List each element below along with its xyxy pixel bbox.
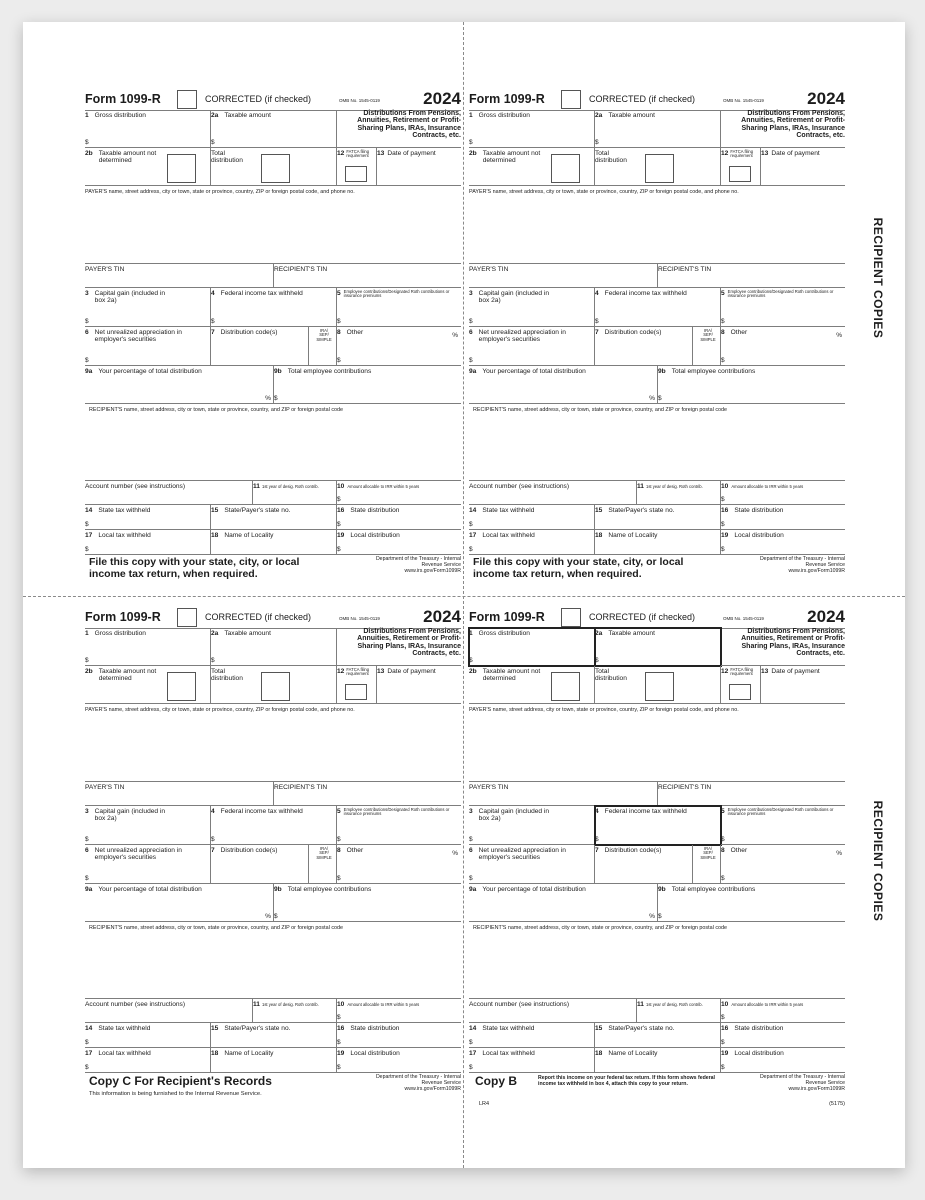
recipient-name-address[interactable]: RECIPIENT'S name, street address, city or town, state or province, country, and ZIP or foreign postal code (469, 922, 845, 999)
ira-sep-simple: IRA/ SEP/ SIMPLE (700, 846, 716, 860)
box-15[interactable]: 15 State/Payer's state no. (211, 1023, 337, 1048)
corrected-label: CORRECTED (if checked) (589, 94, 696, 104)
form-title: Distributions From Pensions, Annuities, Retirement or Profit-Sharing Plans, IRAs, Insurance Contracts, etc. (741, 628, 845, 658)
corrected-checkbox[interactable] (177, 90, 197, 109)
box-4[interactable]: 4 Federal income tax withheld $ (595, 806, 721, 845)
box-4[interactable]: 4 Federal income tax withheld $ (595, 288, 721, 327)
recipient-name-address[interactable]: RECIPIENT'S name, street address, city or town, state or province, country, and ZIP or foreign postal code (469, 404, 845, 481)
box-2a[interactable]: 2a Taxable amount $ (595, 628, 721, 666)
box-16[interactable]: 16 State distribution $ (721, 1023, 845, 1048)
fatca-checkbox[interactable] (345, 684, 367, 700)
omb-number: OMB No. 1545-0119 (723, 616, 764, 621)
box-4[interactable]: 4 Federal income tax withheld $ (211, 806, 337, 845)
box-11[interactable]: 11 1st year of desig. Roth contrib. (253, 999, 337, 1023)
box-5[interactable]: 5 Employee contributions/Designated Roth contributions or insurance premiums $ (721, 288, 845, 327)
form-1099r-bottom-right (469, 608, 845, 1108)
form-footer (85, 1075, 461, 1108)
box-13[interactable]: 13 Date of payment (377, 148, 461, 186)
form-header (85, 90, 461, 111)
total-distribution: Total distribution (211, 148, 337, 186)
box-1[interactable]: 1 Gross distribution $ (469, 628, 595, 666)
side-label-top: RECIPIENT COPIES (871, 217, 885, 339)
box-2b-checkbox[interactable] (551, 672, 580, 701)
ira-sep-simple: IRA/ SEP/ SIMPLE (316, 328, 332, 342)
box-17[interactable]: 17 Local tax withheld $ (85, 1048, 211, 1073)
irs-department: Department of the Treasury - Internal Revenue Service www.irs.gov/Form1099R (759, 1074, 845, 1092)
payer-name-address[interactable]: PAYER'S name, street address, city or town, state or province, country, ZIP or foreign postal code, and phone no. (85, 186, 461, 264)
box-14[interactable]: 14 State tax withheld $ (85, 1023, 211, 1048)
box-1[interactable]: 1 Gross distribution $ (469, 110, 595, 148)
form-title-area (337, 110, 461, 148)
box-9a[interactable]: 9a Your percentage of total distribution % (85, 884, 274, 922)
copy-b-title: Copy B (475, 1074, 517, 1088)
box-8[interactable]: 8 Other % $ (337, 845, 461, 884)
box-14[interactable]: 14 State tax withheld $ (469, 505, 595, 530)
box-8[interactable]: 8 Other % $ (721, 327, 845, 366)
box-7[interactable]: 7 Distribution code(s) IRA/ SEP/ SIMPLE (211, 845, 337, 884)
box-12: 12 FATCA filing requirement (721, 148, 761, 186)
box-6[interactable]: 6 Net unrealized appreciation in employer's securities $ (469, 327, 595, 366)
box-9b[interactable]: 9b Total employee contributions $ (274, 884, 461, 922)
form-title-area (721, 628, 845, 666)
box-9b[interactable]: 9b Total employee contributions $ (658, 366, 845, 404)
total-distribution-checkbox[interactable] (261, 672, 290, 701)
recipient-tin[interactable]: RECIPIENT'S TIN (658, 782, 845, 806)
recipient-tin[interactable]: RECIPIENT'S TIN (274, 782, 461, 806)
box-15[interactable]: 15 State/Payer's state no. (595, 1023, 721, 1048)
form-header (85, 608, 461, 629)
box-2b-checkbox[interactable] (167, 154, 196, 183)
account-number[interactable]: Account number (see instructions) (469, 481, 637, 505)
form-1099r-top-left (85, 90, 461, 590)
recipient-tin[interactable]: RECIPIENT'S TIN (274, 264, 461, 288)
box-18[interactable]: 18 Name of Locality (211, 1048, 337, 1073)
form-title: Distributions From Pensions, Annuities, Retirement or Profit-Sharing Plans, IRAs, Insurance Contracts, etc. (357, 110, 461, 140)
omb-number: OMB No. 1545-0119 (723, 98, 764, 103)
box-7[interactable]: 7 Distribution code(s) IRA/ SEP/ SIMPLE (595, 327, 721, 366)
total-distribution: Total distribution (595, 666, 721, 704)
box-18[interactable]: 18 Name of Locality (595, 530, 721, 555)
box-18[interactable]: 18 Name of Locality (595, 1048, 721, 1073)
payer-tin[interactable]: PAYER'S TIN (85, 264, 274, 288)
box-14[interactable]: 14 State tax withheld $ (469, 1023, 595, 1048)
box-8[interactable]: 8 Other % $ (337, 327, 461, 366)
lr-code: LR4 (479, 1101, 490, 1107)
box-3[interactable]: 3 Capital gain (included in box 2a) $ (469, 288, 595, 327)
box-9b[interactable]: 9b Total employee contributions $ (658, 884, 845, 922)
box-3[interactable]: 3 Capital gain (included in box 2a) $ (85, 288, 211, 327)
file-copy-instructions: File this copy with your state, city, or local income tax return, when required. (89, 556, 300, 580)
copy-b-note: Report this income on your federal tax return. If this form shows federal income tax withheld in box 4, attach this copy to your return. (538, 1075, 715, 1088)
box-13[interactable]: 13 Date of payment (377, 666, 461, 704)
side-label-bottom: RECIPIENT COPIES (871, 800, 885, 922)
box-2b: 2b Taxable amount not determined (85, 148, 211, 186)
box-19[interactable]: 19 Local distribution $ (721, 1048, 845, 1073)
horizontal-perforation (23, 596, 905, 597)
box-14[interactable]: 14 State tax withheld $ (85, 505, 211, 530)
box-11[interactable]: 11 1st year of desig. Roth contrib. (637, 999, 721, 1023)
recipient-tin[interactable]: RECIPIENT'S TIN (658, 264, 845, 288)
box-12: 12 FATCA filing requirement (721, 666, 761, 704)
form-footer (85, 557, 461, 590)
tax-year: 2024 (807, 89, 845, 108)
form-header (469, 90, 845, 111)
box-7[interactable]: 7 Distribution code(s) IRA/ SEP/ SIMPLE (595, 845, 721, 884)
box-6[interactable]: 6 Net unrealized appreciation in employer's securities $ (469, 845, 595, 884)
box-7[interactable]: 7 Distribution code(s) IRA/ SEP/ SIMPLE (211, 327, 337, 366)
box-1[interactable]: 1 Gross distribution $ (85, 110, 211, 148)
form-1099r-top-right (469, 90, 845, 590)
form-footer (469, 1075, 845, 1108)
copy-c-title: Copy C For Recipient's Records (89, 1074, 272, 1088)
recipient-name-address[interactable]: RECIPIENT'S name, street address, city or town, state or province, country, and ZIP or foreign postal code (85, 404, 461, 481)
corrected-checkbox[interactable] (561, 90, 581, 109)
payer-name-address[interactable]: PAYER'S name, street address, city or town, state or province, country, ZIP or foreign postal code, and phone no. (469, 704, 845, 782)
box-2b-checkbox[interactable] (167, 672, 196, 701)
box-6[interactable]: 6 Net unrealized appreciation in employer's securities $ (85, 845, 211, 884)
box-5[interactable]: 5 Employee contributions/Designated Roth contributions or insurance premiums $ (337, 806, 461, 845)
form-title-area (337, 628, 461, 666)
box-8[interactable]: 8 Other % $ (721, 845, 845, 884)
total-distribution-checkbox[interactable] (261, 154, 290, 183)
box-12: 12 FATCA filing requirement (337, 666, 377, 704)
total-distribution: Total distribution (595, 148, 721, 186)
tax-year: 2024 (807, 607, 845, 626)
box-3[interactable]: 3 Capital gain (included in box 2a) $ (469, 806, 595, 845)
box-16[interactable]: 16 State distribution $ (337, 1023, 461, 1048)
form-name: Form 1099-R (85, 92, 161, 106)
irs-department: Department of the Treasury - Internal Revenue Service www.irs.gov/Form1099R (375, 1074, 461, 1092)
box-2b: 2b Taxable amount not determined (85, 666, 211, 704)
box-5[interactable]: 5 Employee contributions/Designated Roth contributions or insurance premiums $ (721, 806, 845, 845)
form-code: (5175) (829, 1101, 845, 1107)
payer-tin[interactable]: PAYER'S TIN (85, 782, 274, 806)
copy-c-subtitle: This information is being furnished to the Internal Revenue Service. (89, 1091, 262, 1097)
box-12: 12 FATCA filing requirement (337, 148, 377, 186)
box-1[interactable]: 1 Gross distribution $ (85, 628, 211, 666)
form-name: Form 1099-R (85, 610, 161, 624)
tax-year: 2024 (423, 89, 461, 108)
ira-sep-simple: IRA/ SEP/ SIMPLE (700, 328, 716, 342)
box-9a[interactable]: 9a Your percentage of total distribution % (85, 366, 274, 404)
ira-sep-simple: IRA/ SEP/ SIMPLE (316, 846, 332, 860)
corrected-label: CORRECTED (if checked) (589, 612, 696, 622)
box-9a[interactable]: 9a Your percentage of total distribution % (469, 366, 658, 404)
account-number[interactable]: Account number (see instructions) (85, 481, 253, 505)
box-9b[interactable]: 9b Total employee contributions $ (274, 366, 461, 404)
corrected-label: CORRECTED (if checked) (205, 94, 312, 104)
box-16[interactable]: 16 State distribution $ (721, 505, 845, 530)
form-footer (469, 557, 845, 590)
account-number[interactable]: Account number (see instructions) (85, 999, 253, 1023)
payer-name-address[interactable]: PAYER'S name, street address, city or town, state or province, country, ZIP or foreign postal code, and phone no. (85, 704, 461, 782)
corrected-checkbox[interactable] (561, 608, 581, 627)
form-title: Distributions From Pensions, Annuities, Retirement or Profit-Sharing Plans, IRAs, Insurance Contracts, etc. (357, 628, 461, 658)
fatca-checkbox[interactable] (345, 166, 367, 182)
tax-year: 2024 (423, 607, 461, 626)
box-2a[interactable]: 2a Taxable amount $ (595, 110, 721, 148)
box-2a[interactable]: 2a Taxable amount $ (211, 110, 337, 148)
box-17[interactable]: 17 Local tax withheld $ (469, 530, 595, 555)
total-distribution: Total distribution (211, 666, 337, 704)
corrected-label: CORRECTED (if checked) (205, 612, 312, 622)
file-copy-instructions: File this copy with your state, city, or local income tax return, when required. (473, 556, 684, 580)
box-19[interactable]: 19 Local distribution $ (721, 530, 845, 555)
box-10[interactable]: 10 Amount allocable to IRR within 5 years $ (337, 481, 461, 505)
omb-number: OMB No. 1545-0119 (339, 616, 380, 621)
box-2b-checkbox[interactable] (551, 154, 580, 183)
box-11[interactable]: 11 1st year of desig. Roth contrib. (253, 481, 337, 505)
box-15[interactable]: 15 State/Payer's state no. (211, 505, 337, 530)
form-name: Form 1099-R (469, 610, 545, 624)
box-6[interactable]: 6 Net unrealized appreciation in employer's securities $ (85, 327, 211, 366)
box-5[interactable]: 5 Employee contributions/Designated Roth contributions or insurance premiums $ (337, 288, 461, 327)
omb-number: OMB No. 1545-0119 (339, 98, 380, 103)
vertical-perforation (463, 22, 464, 1168)
box-13[interactable]: 13 Date of payment (761, 666, 845, 704)
payer-name-address[interactable]: PAYER'S name, street address, city or town, state or province, country, ZIP or foreign postal code, and phone no. (469, 186, 845, 264)
box-3[interactable]: 3 Capital gain (included in box 2a) $ (85, 806, 211, 845)
box-10[interactable]: 10 Amount allocable to IRR within 5 years $ (721, 481, 845, 505)
box-2b: 2b Taxable amount not determined (469, 666, 595, 704)
total-distribution-checkbox[interactable] (645, 154, 674, 183)
form-title-area (721, 110, 845, 148)
payer-tin[interactable]: PAYER'S TIN (469, 782, 658, 806)
form-name: Form 1099-R (469, 92, 545, 106)
box-16[interactable]: 16 State distribution $ (337, 505, 461, 530)
box-10[interactable]: 10 Amount allocable to IRR within 5 years $ (337, 999, 461, 1023)
fatca-checkbox[interactable] (729, 166, 751, 182)
box-11[interactable]: 11 1st year of desig. Roth contrib. (637, 481, 721, 505)
form-title: Distributions From Pensions, Annuities, Retirement or Profit-Sharing Plans, IRAs, Insurance Contracts, etc. (741, 110, 845, 140)
box-19[interactable]: 19 Local distribution $ (337, 1048, 461, 1073)
box-13[interactable]: 13 Date of payment (761, 148, 845, 186)
corrected-checkbox[interactable] (177, 608, 197, 627)
fatca-checkbox[interactable] (729, 684, 751, 700)
irs-department: Department of the Treasury - Internal Revenue Service www.irs.gov/Form1099R (375, 556, 461, 574)
box-17[interactable]: 17 Local tax withheld $ (469, 1048, 595, 1073)
box-10[interactable]: 10 Amount allocable to IRR within 5 years $ (721, 999, 845, 1023)
recipient-name-address[interactable]: RECIPIENT'S name, street address, city or town, state or province, country, and ZIP or foreign postal code (85, 922, 461, 999)
box-4[interactable]: 4 Federal income tax withheld $ (211, 288, 337, 327)
account-number[interactable]: Account number (see instructions) (469, 999, 637, 1023)
total-distribution-checkbox[interactable] (645, 672, 674, 701)
payer-tin[interactable]: PAYER'S TIN (469, 264, 658, 288)
box-2b: 2b Taxable amount not determined (469, 148, 595, 186)
box-18[interactable]: 18 Name of Locality (211, 530, 337, 555)
box-17[interactable]: 17 Local tax withheld $ (85, 530, 211, 555)
box-15[interactable]: 15 State/Payer's state no. (595, 505, 721, 530)
box-2a[interactable]: 2a Taxable amount $ (211, 628, 337, 666)
box-19[interactable]: 19 Local distribution $ (337, 530, 461, 555)
form-1099r-bottom-left (85, 608, 461, 1108)
irs-department: Department of the Treasury - Internal Revenue Service www.irs.gov/Form1099R (759, 556, 845, 574)
box-9a[interactable]: 9a Your percentage of total distribution % (469, 884, 658, 922)
form-header (469, 608, 845, 629)
